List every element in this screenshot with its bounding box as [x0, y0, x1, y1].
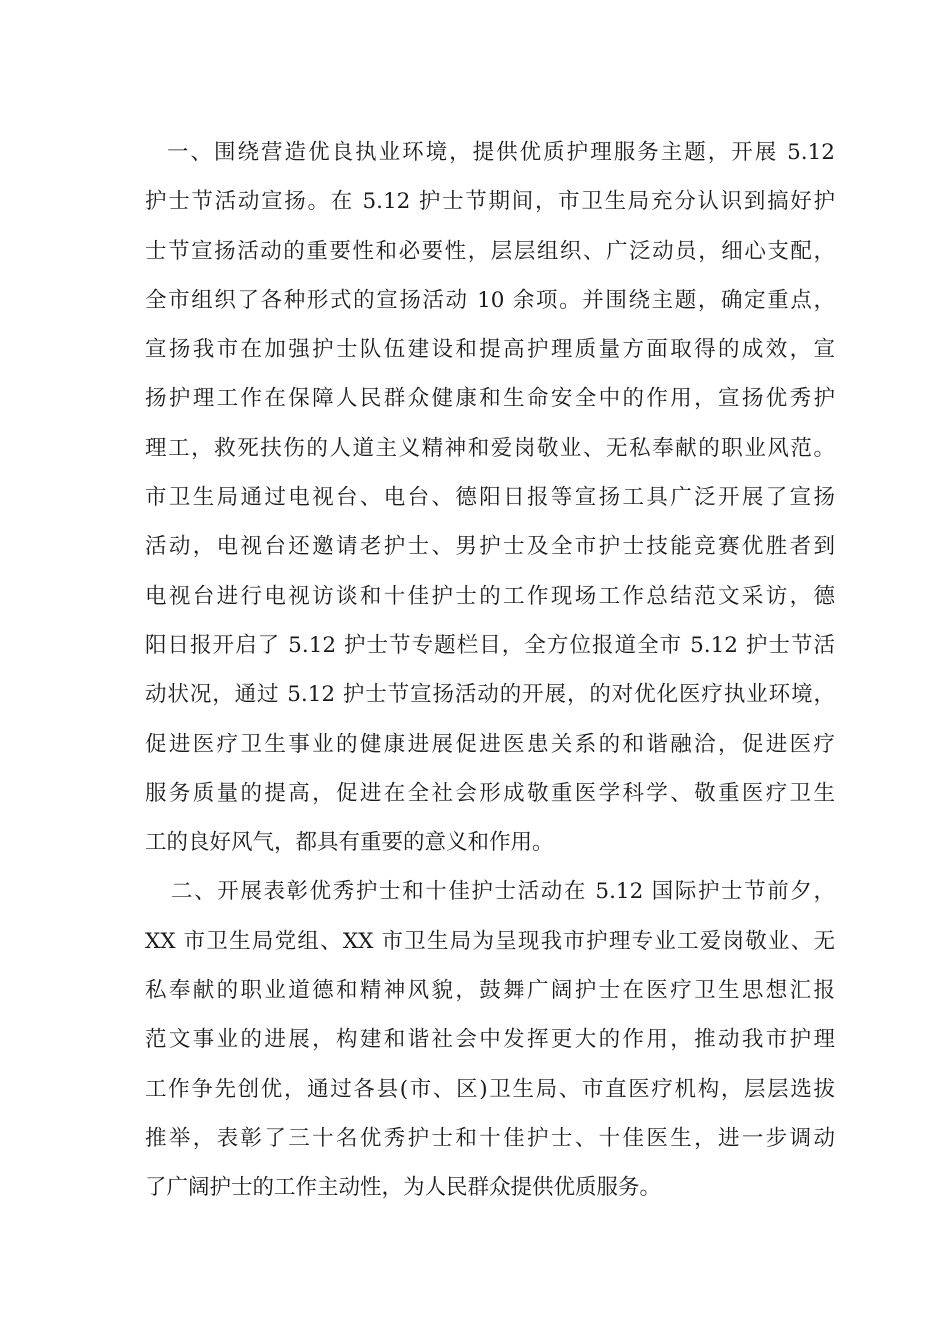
paragraph-1-line-7: 理工，救死扶伤的人道主义精神和爱岗敬业、无私奉献的职业风范。 [145, 435, 835, 461]
paragraph-1-line-2: 护士节活动宣扬。在 5.12 护士节期间，市卫生局充分认识到搞好护 [145, 189, 835, 215]
paragraph-1-line-11: 阳日报开启了 5.12 护士节专题栏目，全方位报道全市 5.12 护士节活 [145, 632, 835, 658]
paragraph-1-line-6: 扬护理工作在保障人民群众健康和生命安全中的作用，宣扬优秀护 [145, 386, 835, 412]
paragraph-1-line-8: 市卫生局通过电视台、电台、德阳日报等宣扬工具广泛开展了宣扬 [145, 485, 835, 511]
document-body [145, 128, 835, 1213]
paragraph-2-line-1: 二、开展表彰优秀护士和十佳护士活动在 5.12 国际护士节前夕， [171, 879, 835, 905]
paragraph-1-line-15: 工的良好风气，都具有重要的意义和作用。 [145, 830, 554, 856]
paragraph-2-line-4: 范文事业的进展，构建和谐社会中发挥更大的作用，推动我市护理 [145, 1027, 835, 1053]
paragraph-2-line-5: 工作争先创优，通过各县(市、区)卫生局、市直医疗机构，层层选拔 [145, 1076, 835, 1102]
paragraph-2-line-7: 了广阔护士的工作主动性，为人民群众提供优质服务。 [145, 1175, 662, 1201]
paragraph-1-line-13: 促进医疗卫生事业的健康进展促进医患关系的和谐融洽，促进医疗 [145, 731, 835, 757]
paragraph-2-line-3: 私奉献的职业道德和精神风貌，鼓舞广阔护士在医疗卫生思想汇报 [145, 978, 835, 1004]
paragraph-1-line-3: 士节宣扬活动的重要性和必要性，层层组织、广泛动员，细心支配， [145, 238, 835, 264]
paragraph-1-line-14: 服务质量的提高，促进在全社会形成敬重医学科学、敬重医疗卫生 [145, 780, 835, 806]
paragraph-1-line-4: 全市组织了各种形式的宣扬活动 10 余项。并围绕主题，确定重点， [145, 287, 835, 313]
paragraph-1-line-5: 宣扬我市在加强护士队伍建设和提高护理质量方面取得的成效，宣 [145, 337, 835, 363]
paragraph-1-line-12: 动状况，通过 5.12 护士节宣扬活动的开展，的对优化医疗执业环境， [145, 682, 835, 708]
paragraph-2-line-6: 推举，表彰了三十名优秀护士和十佳护士、十佳医生，进一步调动 [145, 1125, 835, 1151]
paragraph-2-line-2: XX 市卫生局党组、XX 市卫生局为呈现我市护理专业工爱岗敬业、无 [145, 928, 835, 954]
paragraph-1-line-9: 活动，电视台还邀请老护士、男护士及全市护士技能竞赛优胜者到 [145, 534, 835, 560]
paragraph-1-line-1: 一、围绕营造优良执业环境，提供优质护理服务主题，开展 5.12 [167, 140, 835, 165]
paragraph-1-line-10: 电视台进行电视访谈和十佳护士的工作现场工作总结范文采访，德 [145, 583, 835, 609]
